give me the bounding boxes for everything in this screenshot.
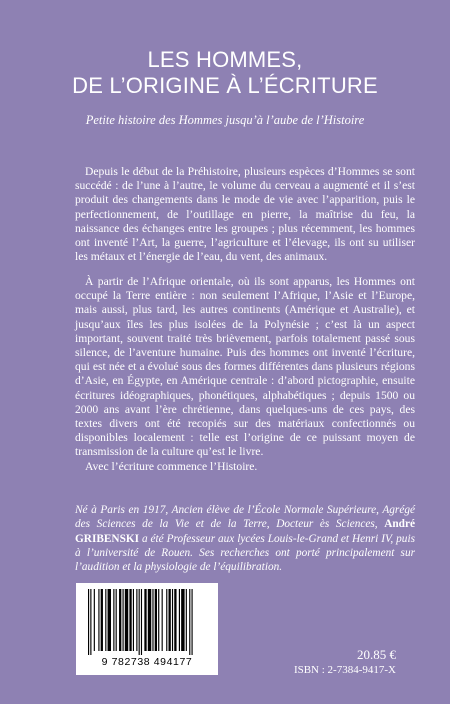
paragraph-text: Depuis le début de la Préhistoire, plusieurs espèces d’Hommes se sont succédé : de l’une à l’autre, le volume du cerveau a augmenté et il s’est produit des changements dans le mode de vie avec l’apparition, puis le perfectionnement, de l’outillage en pierre, la maîtrise du feu, la naissance des échanges entre les groupes ; plus récemment, les hommes ont inventé l’Art, la guerre, l’agriculture et l’élevage, ils ont su utiliser les métaux et l’énergie de l’eau, du vent, des animaux.	[75, 165, 415, 264]
paragraph-text: Avec l’écriture commence l’Histoire.	[85, 460, 258, 473]
barcode	[76, 583, 218, 675]
paragraph-text: À partir de l’Afrique orientale, où ils sont apparus, les Hommes ont occupé la Terre entière : non seulement l’Afrique, l’Asie et l’Europe, mais aussi, plus tard, les autres continents (Amérique et Australie), et jusqu’aux îles les plus isolées de la Polynésie ; c’est là un aspect important, souvent traité très brièvement, parfois totalement passé sous silence, de l’aventure humaine. Puis des hommes ont inventé l’écriture, qui est née et a évolué sous des formes différentes dans plusieurs régions d’Asie, en Égypte, en Amérique centrale : d’abord pictographie, ensuite écritures idéographiques, phonétiques, alphabétiques ; depuis 1500 ou 2000 ans avant l’ère chrétienne, dans quelques-uns de ces pays, des textes divers ont été recopiés sur des matériaux confectionnés ou disponibles localement : telle est l’origine de ce puissant moyen de transmission de la culture qu’est le livre.	[75, 275, 415, 459]
paragraph-prehistory	[75, 165, 415, 264]
paragraph-expansion	[75, 275, 415, 460]
title-line-1: LES HOMMES,	[147, 47, 303, 72]
barcode-digits: 9 782738 494177	[101, 656, 193, 668]
author-bio	[75, 503, 415, 574]
barcode-bars-icon	[86, 589, 208, 655]
bio-text-before: Né à Paris en 1917, Ancien élève de l’École Normale Supérieure, Agrégé des Sciences de la Vie et de la Terre, Docteur ès Sciences,	[75, 504, 415, 531]
subtitle: Petite histoire des Hommes jusqu’à l’aube de l’Histoire	[85, 113, 365, 127]
author-name: André GRIBENSKI	[75, 518, 415, 545]
title-line-2: DE L’ORIGINE À L’ÉCRITURE	[72, 73, 378, 98]
price: 20.85 €	[357, 647, 396, 662]
isbn: ISBN : 2-7384-9417-X	[293, 664, 396, 676]
paragraph-history	[75, 460, 415, 474]
bio-text-after: a été Professeur aux lycées Louis-le-Grand et Henri IV, puis à l’université de Rouen. Ses recherches ont porté principalement sur l’audition et la physiologie de l’équilibration.	[75, 532, 415, 574]
